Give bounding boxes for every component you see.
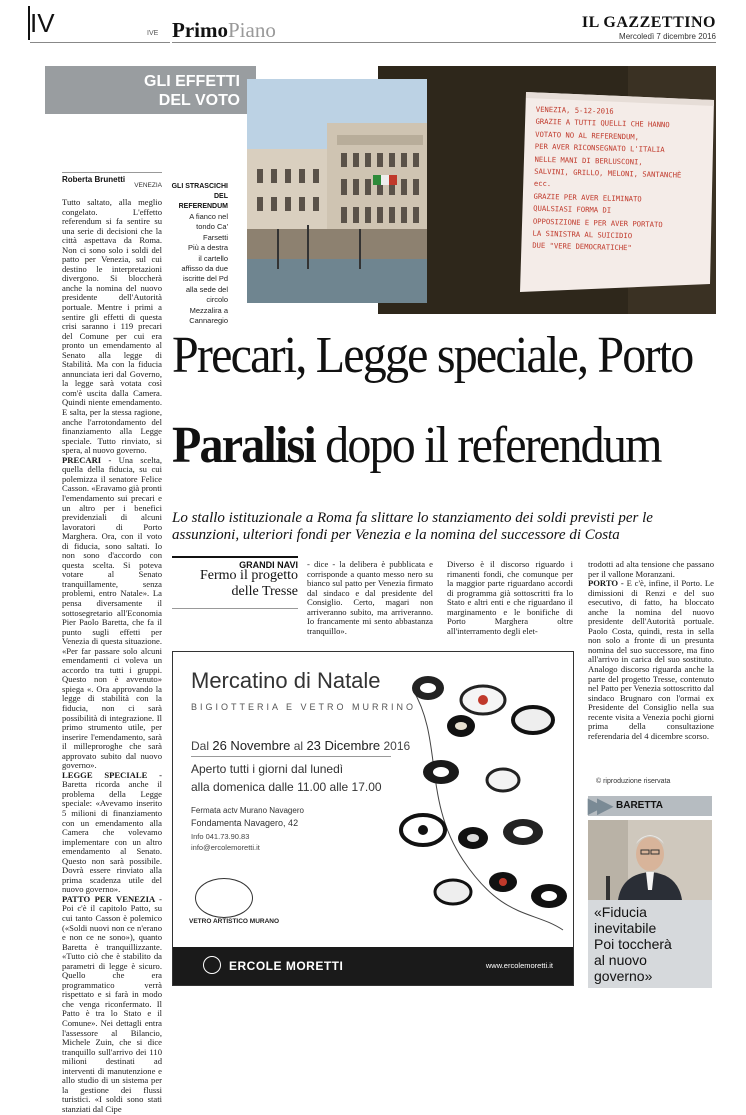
letter-line: LA SINISTRA AL SUICIDIO — [532, 228, 633, 241]
ca-farsetti-graphic — [247, 79, 427, 303]
section-title — [172, 18, 276, 43]
headline-bold-word: Paralisi — [172, 416, 315, 474]
caption-head-line: GLI STRASCICHI — [171, 183, 228, 190]
letter-line: QUALSIASI FORMA DI — [533, 203, 612, 215]
section-light: Piano — [227, 18, 276, 42]
article-paragraph — [588, 579, 714, 741]
letter-text — [532, 104, 712, 257]
letter-line: OPPOSIZIONE E PER AVER PORTATO — [532, 216, 663, 229]
page-number: IV — [30, 8, 55, 38]
baretta-quote-box — [588, 900, 712, 988]
article-paragraph — [62, 771, 162, 895]
ad-email[interactable]: info@ercolemoretti.it — [191, 843, 260, 852]
section-bold: Primo — [172, 18, 228, 42]
ad-title: Mercatino di Natale — [191, 668, 381, 693]
ad-url[interactable]: www.ercolemoretti.it — [485, 961, 553, 970]
article-paragraph — [62, 198, 162, 456]
edition-tag: IVE — [147, 30, 159, 37]
ad-date-from: 26 Novembre — [212, 738, 291, 753]
copyright-note: © riproduzione riservata — [596, 778, 671, 785]
byline-location: VENEZIA — [134, 182, 162, 189]
photo-caption-head — [168, 182, 228, 212]
ad-stamp-text: VETRO ARTISTICO MURANO — [189, 918, 280, 925]
paragraph-text: Poi c'è il capitolo Patto, su cui tanto Casson è polemico («Soldi nuovi non ce n'erano e non ce ne sono»), quanto Baretta è tranquillizzante. «Tutto ciò che è stabilito da parametri di legge è sicuro. Quello che era programmatico verrà rispettato e si farà in modo che venga riconfermato. Il Patto è tra lo Stato e il Comune». Nei dettagli entra l'assessore al Bilancio, Michele Zuin, che si dice tranquillo sull'arrivo dei 110 milioni destinati ad interventi di manutenzione e allo studio di un sistema per la gestione dei flussi turistici. «I soldi sono stati stanziati dal Cipe — [62, 903, 162, 1114]
kicker-line2: DEL VOTO — [158, 92, 240, 109]
double-chevron-icon: ▶▶ — [588, 795, 607, 817]
caption-body-line: il cartello — [198, 253, 228, 263]
headline-line-2 — [172, 416, 732, 474]
letter-line: GRAZIE A TUTTI QUELLI CHE HANNO — [535, 117, 670, 130]
byline-author: Roberta Brunetti — [62, 172, 162, 184]
article-column-5 — [588, 560, 714, 778]
quote-line: governo» — [594, 968, 653, 984]
paragraph-text: E c'è, infine, il Porto. Le dimissioni di Renzi e del suo esecutivo, di fatto, ha bloccato anche la nomina del nuovo presidente dell'Autorità portuale. Paolo Costa, quindi, resta in sella non solo a fronte di un presunta nomina del suo successore, ma fino all'arrivo in carica del suo sostituto. Analogo discorso riguarda anche la parte del progetto Tresse, contenuto nel Patto per Venezia sottoscritto dal sindaco Brugnaro con l'ormai ex Presidente del Consiglio nella sua recente visita a Venezia pochi giorni prima della consultazione referendaria del 4 dicembre scorso. — [588, 578, 715, 741]
paragraph-text: Tutto saltato, alla meglio congelato. L'effetto referendum si fa sentire su una serie di decisioni che la città aspettava da Roma. Non ci sono solo i soldi del patto per Venezia, sul cui destino le interpretazioni divergono. Si bloccherà anche la nomina del nuovo presidente dell'Autorità portuale. Mentre i primi a sentire gli effetti di questa crisi saranno i 119 precari del Comune per cui era pronto un emendamento al Senato alla legge di Stabilità. Ma con la fiducia annunciata ieri dal Governo, la legge sarà votata così com'è uscita dalla Camera. Quindi niente emendamento. E salta, per la stessa ragione, anche l'arrotondamento del finanziamento alla Legge speciale. Tutto rinviato, si spera, al nuovo governo. — [62, 197, 162, 456]
ad-dates — [191, 738, 410, 753]
letter-line: PER AVER RICONSEGNATO L'ITALIA — [534, 141, 665, 155]
ad-dal: Dal — [191, 739, 210, 753]
ad-address-2: Fondamenta Navagero, 42 — [191, 818, 299, 828]
ad-al: al — [293, 739, 304, 753]
ad-date-to: 23 Dicembre — [306, 738, 381, 753]
glass-beads-graphic — [383, 660, 573, 940]
sidebar-rule — [172, 608, 298, 609]
letter-line: VOTATO NO AL REFERENDUM, — [535, 129, 640, 142]
letter-line: VENEZIA, 5-12-2016 — [535, 104, 614, 116]
ad-footer — [173, 947, 573, 985]
caption-head-line: REFERENDUM — [178, 203, 228, 210]
sidebar-label-grandi-navi: GRANDI NAVI — [172, 556, 298, 570]
sidebar-title-tresse — [172, 568, 298, 600]
caption-body-line: tondo Ca' — [196, 222, 228, 232]
paragraph-lead: LEGGE SPECIALE - — [62, 769, 162, 780]
quote-line: inevitabile — [594, 920, 657, 936]
ad-rule — [191, 756, 391, 757]
letter-line: ecc. — [533, 179, 552, 189]
article-paragraph: trodotti ad alta tensione che passano per il vallone Moranzani. — [588, 559, 714, 579]
article-paragraph — [62, 456, 162, 771]
baretta-portrait-graphic — [588, 820, 712, 900]
paragraph-text: Una scelta, quella della fiducia, su cui polemizza il senatore Felice Casson. «Eravamo già pronti l'emendamento sui precari e un altro per i benefici previdenziali di alcuni lavoratori di Porto Marghera. Ora, con il voto di fiducia, sono saltati. Io non sono d'accordo con questa scelta. Si poteva votare al Senato tranquillamente, senza problemi, entro Natale». La pensa diversamente il sottosegretario all'Economia Pier Paolo Baretta, che fa il punto sugli effetti per Venezia di questa situazione. «Per far passare solo alcuni emendamenti ci voleva un accordo tra tutti i gruppi. Questo non è avvenuto» spiega «. Ora approvando la legge di stabilità con la fiducia, non ci sarà possibilità di integrazione. Il primo strumento utile, per inserire l'emendamento, sarà il milleproroghe che sarà approvato subito dal nuovo governo». — [62, 454, 162, 771]
sidebar-title-line1: Fermo il progetto — [200, 568, 298, 583]
ad-opening-1: Aperto tutti i giorni dal lunedì — [191, 762, 344, 776]
quote-line: al nuovo — [594, 952, 647, 968]
caption-head-line: DEL — [214, 193, 228, 200]
article-column-3: - dice - la delibera è pubblicata e corrisponde a quanto messo nero su bianco sul patto per Venezia firmato dal sindaco e dal presidente del Consiglio. Certo, magari non arriveranno subito, ma arriveranno. Io francamente mi sento abbastanza tranquillo». — [307, 559, 433, 636]
quote-line: «Fiducia — [594, 904, 647, 920]
baretta-photo — [588, 820, 712, 900]
article-paragraph — [62, 895, 162, 1115]
paragraph-lead: PORTO - — [588, 578, 624, 589]
header-rule — [172, 42, 716, 43]
subheadline: Lo stallo istituzionale a Roma fa slittare lo stanziamento dei soldi previsti per le assunzioni, ulteriori fondi per Venezia e la nomina del successore di Costa — [172, 510, 653, 543]
ad-address-1: Fermata actv Murano Navagero — [191, 806, 304, 815]
caption-body-line: alla sede del — [185, 284, 228, 294]
ad-brand: ERCOLE MORETTI — [229, 959, 344, 973]
ad-subtitle: BIGIOTTERIA E VETRO MURRINO — [191, 702, 417, 712]
advertisement[interactable] — [172, 651, 574, 986]
ad-opening-2: alla domenica dalle 11.00 alle 17.00 — [191, 780, 382, 794]
letter-line: DUE "VERE DEMOCRATICHE" — [532, 241, 632, 253]
letter-line: SALVINI, GRILLO, MELONI, SANTANCHÈ — [534, 166, 682, 180]
quote-line: Poi toccherà — [594, 936, 672, 952]
caption-body-line: affisso da due — [181, 264, 228, 274]
caption-body-line: Cannaregio — [189, 316, 228, 326]
letter-line: NELLE MANI DI BERLUSCONI, — [534, 154, 643, 167]
letter-photo — [378, 66, 716, 314]
ad-year: 2016 — [383, 739, 411, 753]
caption-body-line: iscritte del Pd — [182, 274, 228, 284]
issue-date: Mercoledì 7 dicembre 2016 — [619, 32, 716, 41]
paragraph-lead: PATTO PER VENEZIA - — [62, 893, 162, 904]
caption-body-line: Farsetti — [202, 232, 228, 242]
newspaper-logo: IL GAZZETTINO — [581, 14, 716, 31]
paragraph-text: Baretta ricorda anche il problema della Legge speciale: «Avevamo inserito 5 milioni di finanziamento con un emendamento alla Camera che volevamo implementare con un altro emendamento al Senato. Questo non sarà possibile. Dovrà essere rinviato alla prima scadenza utile del nuovo governo». — [62, 779, 162, 895]
caption-body-line: A fianco nel — [189, 212, 228, 221]
header-rule-left — [30, 42, 170, 43]
headline-line-1: Precari, Legge speciale, Porto — [172, 326, 693, 384]
headline-rest: dopo il referendum — [325, 416, 661, 474]
letter-line: GRAZIE PER AVER ELIMINATO — [533, 191, 642, 204]
caption-body-line: Mezzalira a — [189, 305, 228, 315]
caption-body-line: Più a destra — [187, 243, 228, 253]
kicker-line1: GLI EFFETTI — [144, 73, 240, 90]
ercole-moretti-logo-icon — [203, 956, 221, 974]
sidebar-title-line2: delle Tresse — [231, 584, 298, 599]
murano-stamp-icon — [195, 878, 253, 918]
paragraph-lead: PRECARI - — [62, 454, 112, 465]
kicker-box — [45, 66, 256, 114]
article-column-1 — [62, 197, 162, 1114]
baretta-label: BARETTA — [588, 796, 712, 816]
photo-caption-body — [168, 212, 228, 326]
article-column-4: Diverso è il discorso riguardo i rimanenti fondi, che comunque per la maggior parte riguardano accordi di programma già sottoscritti fra lo Stato e altri enti e che riguardano il marginamento e le bonifiche di Porto Marghera oltre all'interramento degli elet- — [447, 559, 573, 636]
baretta-quote — [594, 904, 706, 984]
ad-phone: Info 041.73.90.83 — [191, 832, 250, 841]
ca-farsetti-photo — [244, 76, 424, 300]
caption-body-line: circolo — [206, 295, 228, 305]
